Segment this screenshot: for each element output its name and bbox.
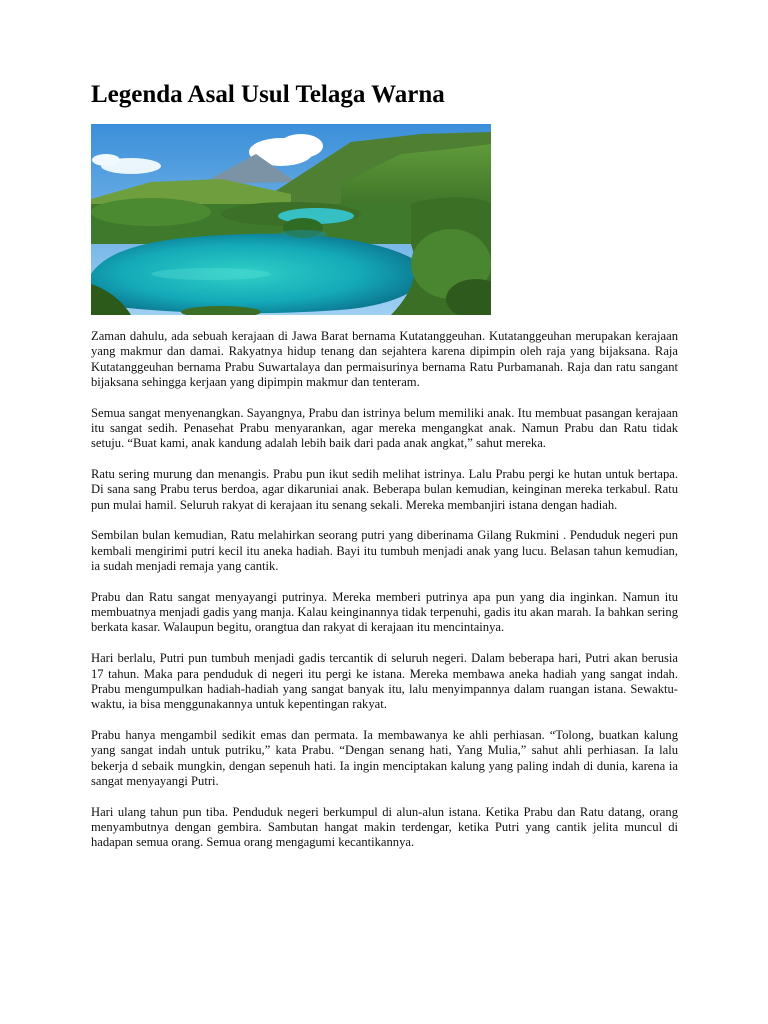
paragraph: Hari ulang tahun pun tiba. Penduduk negeri berkumpul di alun-alun istana. Ketika Prabu dan Ratu datang, orang menyambutnya dengan gembira. Sambutan hangat makin terdengar, ketika Putri yang cantik jelita muncul di hadapan semua orang. Semua orang mengagumi kecantikannya.	[91, 804, 678, 850]
paragraph: Prabu dan Ratu sangat menyayangi putrinya. Mereka memberi putrinya apa pun yang dia inginkan. Namun itu membuatnya menjadi gadis yang manja. Kalau keinginannya tidak terpenuhi, gadis itu akan marah. Ia bahkan sering berkata kasar. Walaupun begitu, orangtua dan rakyat di kerajaan itu mencintainya.	[91, 589, 678, 635]
document-title: Legenda Asal Usul Telaga Warna	[91, 81, 445, 108]
paragraph: Ratu sering murung dan menangis. Prabu pun ikut sedih melihat istrinya. Lalu Prabu pergi ke hutan untuk bertapa. Di sana sang Prabu terus berdoa, agar dikaruniai anak. Beberapa bulan kemudian, keinginan mereka terkabul. Ratu pun mulai hamil. Seluruh rakyat di kerajaan itu senang sekali. Mereka membanjiri istana dengan hadiah.	[91, 467, 678, 512]
paragraph: Hari berlalu, Putri pun tumbuh menjadi gadis tercantik di seluruh negeri. Dalam beberapa hari, Putri akan berusia 17 tahun. Maka para penduduk di negeri itu pergi ke istana. Mereka membawa aneka hadiah yang sangat indah. Prabu mengumpulkan hadiah-hadiah yang sangat banyak itu, lalu menyimpannya dalam ruangan istana. Sewaktu-waktu, ia bisa menggunakannya untuk kepentingan rakyat.	[91, 651, 678, 712]
lake-photo	[91, 124, 491, 315]
paragraph: Sembilan bulan kemudian, Ratu melahirkan seorang putri yang diberinama Gilang Rukmini . Penduduk negeri pun kembali mengirimi putri kecil itu aneka hadiah. Bayi itu tumbuh menjadi anak yang lucu. Belasan tahun kemudian, ia sudah menjadi remaja yang cantik.	[91, 528, 678, 574]
paragraph: Prabu hanya mengambil sedikit emas dan permata. Ia membawanya ke ahli perhiasan. “Tolong, buatkan kalung yang sangat indah untuk putriku,” kata Prabu. “Dengan senang hati, Yang Mulia,” sahut ahli perhiasan. Ia lalu bekerja d sebaik mungkin, dengan sepenuh hati. Ia ingin menciptakan kalung yang paling indah di dunia, karena ia sangat menyayangi Putri.	[91, 727, 678, 788]
paragraph: Semua sangat menyenangkan. Sayangnya, Prabu dan istrinya belum memiliki anak. Itu membuat pasangan kerajaan itu sangat sedih. Penasehat Prabu menyarankan, agar mereka mengangkat anak. Namun Prabu dan Ratu tidak setuju. “Buat kami, anak kandung adalah lebih baik dari pada anak angkat,” sahut mereka.	[91, 405, 678, 451]
article-body	[91, 329, 678, 866]
paragraph: Zaman dahulu, ada sebuah kerajaan di Jawa Barat bernama Kutatanggeuhan. Kutatanggeuhan merupakan kerajaan yang makmur dan damai. Rakyatnya hidup tenang dan sejahtera karena dipimpin oleh raja yang bijaksana. Raja Kutatanggeuhan bernama Prabu Suwartalaya dan permaisurinya bernama Ratu Purbamanah. Raja dan ratu sangant bijaksana sehingga kerjaan yang dipimpin makmur dan tenteram.	[91, 329, 678, 389]
